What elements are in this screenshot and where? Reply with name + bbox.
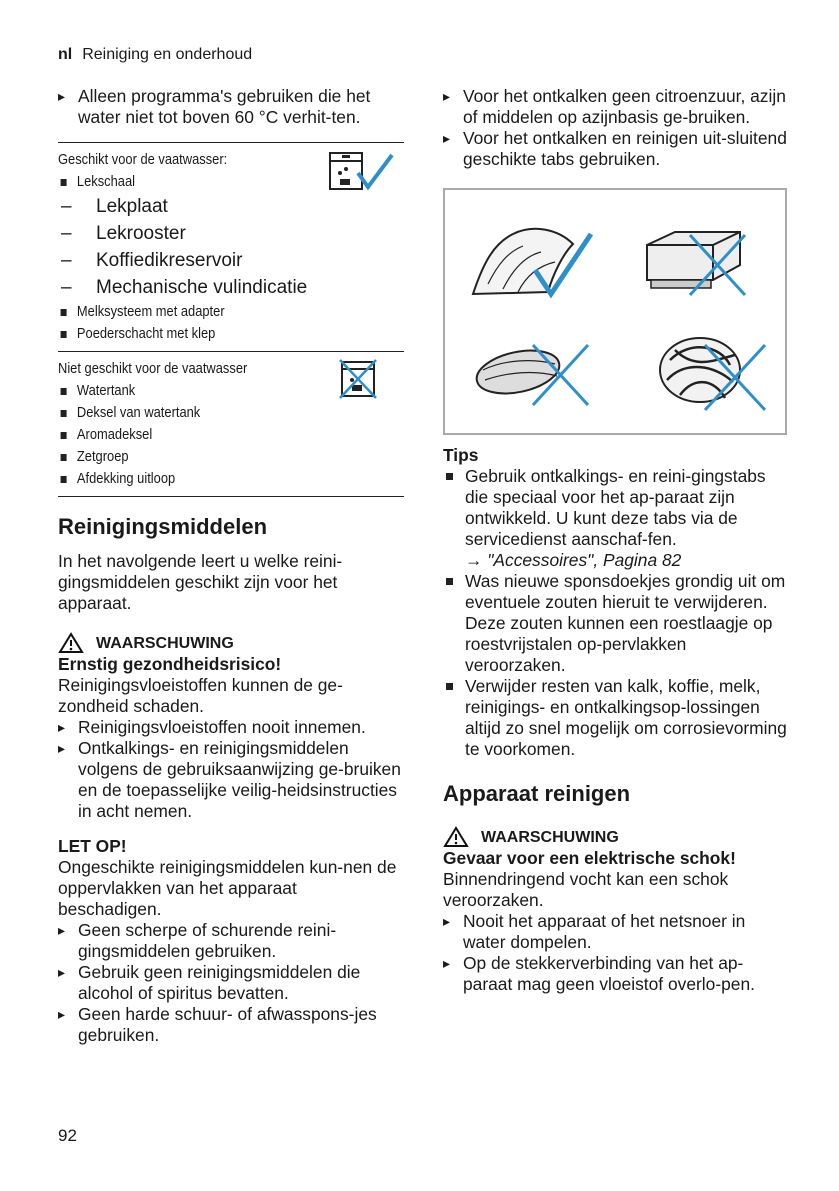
suitable-title: Geschikt voor de vaatwasser: (58, 151, 228, 168)
notice-title: LET OP! (58, 836, 127, 856)
intro-paragraph: In het navolgende leert u welke reini-gingsmiddelen geschikt zijn voor het apparaat. (58, 551, 343, 613)
warning-triangle-icon (58, 632, 84, 654)
warning-bullet: ▸ Ontkalkings- en reinigingsmiddelen volgens de gebruiksaanwijzing ge-bruiken en de toepasselijke veilig-heidsinstructies in acht nemen. (58, 738, 404, 822)
cloth-allowed-icon (463, 204, 603, 304)
tips-reference-link[interactable]: → "Accessoires", Pagina 82 (465, 550, 682, 570)
unsuitable-box (58, 351, 404, 497)
page-header (58, 46, 252, 64)
suitable-subitem: – Lekplaat (58, 193, 404, 220)
warning-bullet: ▸ Op de stekkerverbinding van het ap-paraat mag geen vloeistof overlo-pen. (443, 953, 789, 995)
warning-triangle-icon (443, 826, 469, 848)
notice-bullet: ▸ Gebruik geen reinigingsmiddelen die alcohol of spiritus bevatten. (58, 962, 404, 1004)
warning-bullet: ▸ Nooit het apparaat of het netsnoer in water dompelen. (443, 911, 789, 953)
suitable-box (58, 142, 404, 345)
section-title: Reiniging en onderhoud (82, 46, 253, 63)
unsuitable-item: Aromadeksel (58, 424, 356, 446)
sponge-not-allowed-icon (635, 210, 765, 305)
suitable-subitem: – Koffiedikreservoir (58, 247, 404, 274)
suitable-item: Melksysteem met adapter (58, 301, 356, 323)
descaling-bullet: ▸ Voor het ontkalken geen citroenzuur, azijn of middelen op azijnbasis ge-bruiken. (443, 86, 789, 128)
warning-text: Reinigingsvloeistoffen kunnen de ge-zondheid schaden. (58, 675, 343, 716)
scouring-pad-not-allowed-icon (463, 330, 603, 420)
warning-bullet: ▸ Reinigingsvloeistoffen nooit innemen. (58, 717, 404, 738)
notice-bullet: ▸ Geen harde schuur- of afwasspons-jes gebruiken. (58, 1004, 404, 1046)
section-heading: Apparaat reinigen (443, 781, 631, 806)
warning-label-text: WAARSCHUWING (481, 828, 619, 846)
warning-text: Binnendringend vocht kan een schok veroorzaken. (443, 869, 729, 910)
left-column (58, 86, 404, 1046)
language-code: nl (58, 46, 73, 63)
tip-item: Was nieuwe sponsdoekjes grondig uit om eventuele zouten hieruit te verwijderen. Deze zouten kunnen een roestlaagje op roestvrijstalen op-pervlakken veroorzaken. (443, 571, 789, 676)
warning-title: Ernstig gezondheidsrisico! (58, 654, 282, 674)
tips-title: Tips (443, 445, 479, 465)
suitable-item: Poederschacht met klep (58, 323, 356, 345)
warning-label (443, 826, 789, 848)
unsuitable-title: Niet geschikt voor de vaatwasser (58, 360, 248, 377)
warning-label-text: WAARSCHUWING (96, 634, 234, 652)
unsuitable-item: Watertank (58, 380, 356, 402)
right-column (443, 86, 789, 995)
steel-wool-not-allowed-icon (645, 320, 775, 420)
unsuitable-item: Zetgroep (58, 446, 356, 468)
notice-text: Ongeschikte reinigingsmiddelen kun-nen de oppervlakken van het apparaat beschadigen. (58, 857, 397, 919)
tip-item: Verwijder resten van kalk, koffie, melk, reinigings- en ontkalkingsop-lossingen altijd zo snel mogelijk om corrosievorming te voorkomen. (443, 676, 789, 760)
section-heading: Reinigingsmiddelen (58, 514, 268, 539)
intro-bullet: ▸ Alleen programma's gebruiken die het water niet tot boven 60 °C verhit-ten. (58, 86, 404, 128)
cleaning-aids-illustration (443, 188, 787, 435)
descaling-bullet: ▸ Voor het ontkalken en reinigen uit-sluitend geschikte tabs gebruiken. (443, 128, 789, 170)
warning-title: Gevaar voor een elektrische schok! (443, 848, 736, 868)
suitable-subitem: – Lekrooster (58, 220, 404, 247)
notice-bullet: ▸ Geen scherpe of schurende reini-gingsmiddelen gebruiken. (58, 920, 404, 962)
unsuitable-item: Deksel van watertank (58, 402, 356, 424)
suitable-subitem: – Mechanische vulindicatie (58, 274, 404, 301)
warning-label (58, 632, 404, 654)
page-number: 92 (58, 1126, 77, 1145)
unsuitable-item: Afdekking uitloop (58, 468, 356, 490)
tip-item: Gebruik ontkalkings- en reini-gingstabs die speciaal voor het ap-paraat zijn ontwikkeld. U kunt deze tabs via de servicedienst aanschaf-fen. (443, 466, 789, 550)
suitable-item: Lekschaal (58, 171, 356, 193)
